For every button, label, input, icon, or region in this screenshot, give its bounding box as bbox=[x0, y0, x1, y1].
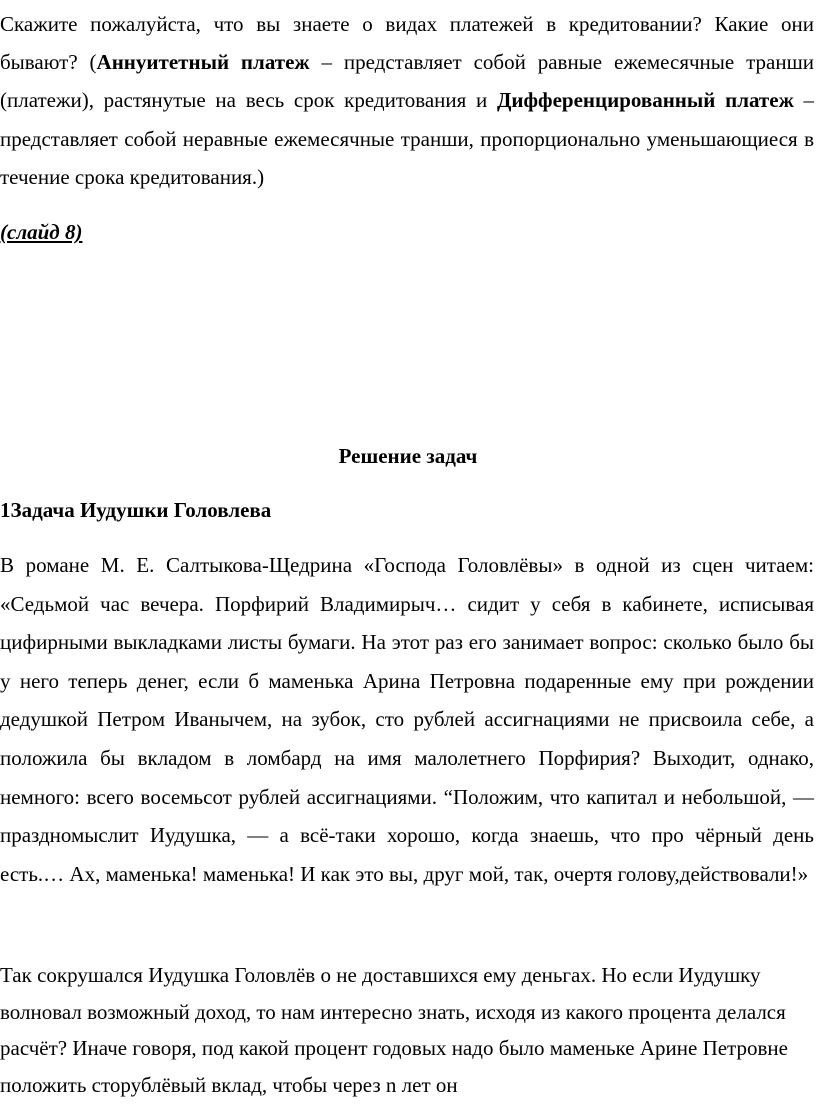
intro-text-1: Скажите пожалуйста, что вы знаете о видах платежей в кредитовании? Какие они бывают? ( bbox=[0, 12, 814, 75]
term-annuity: Аннуитетный платеж bbox=[96, 50, 310, 75]
slide-reference: (слайд 8) bbox=[0, 220, 83, 244]
story-paragraph: В романе М. Е. Салтыкова-Щедрина «Господа Головлёвы» в одной из сцен читаем: «Седьмой час вечера. Порфирий Владимирыч… сидит у себя в кабинете, исписывая цифирными выкладками листы бумаги. На этот раз его занимает вопрос: сколько было бы у него теперь денег, если б маменька Арина Петровна подаренные ему при рождении дедушкой Петром Иванычем, на зубок, сто рублей ассигнациями не присвоила себе, а положила бы вкладом в ломбард на имя малолетнего Порфирия? Выходит, однако, немного: всего восемьсот рублей ассигнациями. “Положим, что капитал и небольшой, — праздномыслит Иудушка, — а всё-таки хорошо, когда знаешь, что про чёрный день есть.… Ах, маменька! маменька! И как это вы, друг мой, так, очертя голову,действовали!» bbox=[0, 553, 814, 886]
intro-paragraph bbox=[0, 5, 814, 196]
task-title: 1Задача Иудушки Головлева bbox=[0, 498, 272, 522]
term-differentiated: Дифференцированный платеж bbox=[496, 88, 794, 113]
section-title: Решение задач bbox=[338, 444, 478, 468]
outro-paragraph: Так сокрушался Иудушка Головлёв о не доставшихся ему деньгах. Но если Иудушку волновал возможный доход, то нам интересно знать, исходя из какого процента делался расчёт? Иначе говоря, под какой процент годовых надо было маменьке Арине Петровне положить сторублёвый вклад, чтобы через n лет он bbox=[0, 963, 788, 1097]
intro-text-2: – представляет собой равные ежемесячные транши (платежи), растянутые на весь срок кредитования и bbox=[0, 50, 814, 113]
intro-text-3: – представляет собой неравные ежемесячные транши, пропорционально уменьшающиеся в течение срока кредитования.) bbox=[0, 88, 814, 189]
